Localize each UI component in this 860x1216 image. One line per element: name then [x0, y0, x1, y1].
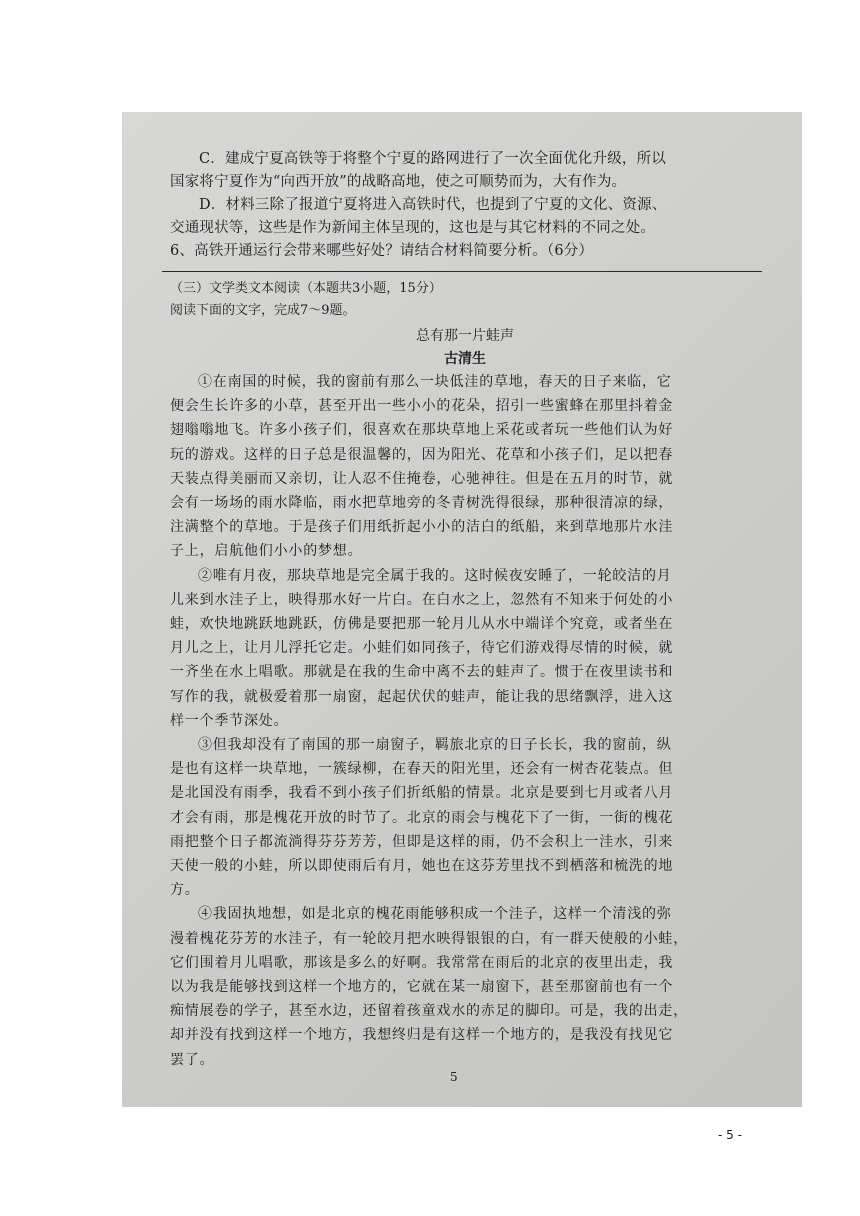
question-6: 6、高铁开通运行会带来哪些好处？请结合材料简要分析。（6分） [170, 243, 594, 259]
option-d-line2: 交通现状等，这些是作为新闻主体呈现的，这也是与其它材料的不同之处。 [170, 220, 656, 236]
paragraph-line: 儿来到水洼子上，映得那水好一片白。在白水之上，忽然有不知来于何处的小 [170, 591, 674, 608]
paragraph-line: 样一个季节深处。 [170, 712, 289, 729]
paragraph-line: 以为我是能够找到这样一个地方的，它就在某一扇窗下，甚至那窗前也有一个 [170, 979, 674, 996]
section-heading: （三）文学类文本阅读（本题共3小题，15分） [170, 281, 442, 296]
document-page-number: - 5 - [718, 1128, 742, 1142]
section-divider [162, 271, 762, 272]
passage-title: 总有那一片蛙声 [416, 328, 514, 344]
paragraph-line: 天装点得美丽而又亲切，让人忍不住掩卷，心驰神往。但是在五月的时节，就 [170, 470, 674, 487]
section-instruction: 阅读下面的文字，完成7～9题。 [170, 303, 356, 318]
paragraph-line: 玩的游戏。这样的日子总是很温馨的，因为阳光、花草和小孩子们，足以把春 [170, 446, 674, 463]
page-content [170, 148, 760, 1072]
paragraph-line: ③但我却没有了南国的那一扇窗子，羁旅北京的日子长长，我的窗前，纵 [198, 737, 672, 754]
paragraph-line: ②唯有月夜，那块草地是完全属于我的。这时候夜安睡了，一轮皎洁的月 [198, 567, 672, 584]
paragraph-line: 是北国没有雨季，我看不到小孩子们折纸船的情景。北京是要到七月或者八月 [170, 785, 674, 802]
option-c-line2: 国家将宁夏作为“向西开放”的战略高地，使之可顺势而为，大有作为。 [170, 174, 627, 190]
paragraph-line: ④我固执地想，如是北京的槐花雨能够积成一个洼子，这样一个清浅的弥 [198, 906, 672, 923]
paragraph-line: 罢了。 [170, 1051, 215, 1068]
paragraph-line: 漫着槐花芬芳的水洼子，有一轮皎月把水映得银银的白，有一群天使般的小蛙， [170, 930, 688, 947]
paragraph-line: 翅嗡嗡地飞。许多小孩子们，很喜欢在那块草地上采花或者玩一些他们认为好 [170, 422, 674, 439]
paragraph-line: 是也有这样一块草地，一簇绿柳，在春天的阳光里，还会有一树杏花装点。但 [170, 761, 674, 778]
paragraph-line: 便会生长许多的小草，甚至开出一些小小的花朵，招引一些蜜蜂在那里抖着金 [170, 398, 674, 415]
passage-body [170, 370, 760, 1072]
paragraph-line: ①在南国的时候，我的窗前有那么一块低洼的草地，春天的日子来临，它 [198, 374, 672, 390]
paragraph-line: 雨把整个日子都流淌得芬芬芳芳，但即是这样的雨，仍不会积上一洼水，引来 [170, 833, 674, 850]
paragraph-line: 写作的我，就极爱着那一扇窗，起起伏伏的蛙声，能让我的思绪飘浮，进入这 [170, 688, 674, 705]
paragraph-line: 月儿之上，让月儿浮托它走。小蛙们如同孩子，待它们游戏得尽情的时候，就 [170, 640, 674, 657]
paragraph-line: 却并没有找到这样一个地方，我想终归是有这样一个地方的，是我没有找见它 [170, 1027, 674, 1044]
option-c-line1: C．建成宁夏高铁等于将整个宁夏的路网进行了一次全面优化升级，所以 [199, 151, 666, 167]
paragraph-line: 天使一般的小蛙，所以即使雨后有月，她也在这芬芳里找不到栖落和梳洗的地 [170, 858, 674, 875]
option-d-line1: D．材料三除了报道宁夏将进入高铁时代，也提到了宁夏的文化、资源、 [199, 197, 667, 213]
paragraph-line: 痴情展卷的学子，甚至水边，还留着孩童戏水的赤足的脚印。可是，我的出走， [170, 1003, 688, 1020]
paragraph-line: 蛙，欢快地跳跃地跳跃，仿佛是要把那一轮月儿从水中端详个究竟，或者坐在 [170, 616, 674, 633]
paragraph-line: 一齐坐在水上唱歌。那就是在我的生命中离不去的蛙声了。惯于在夜里读书和 [170, 664, 674, 681]
paragraph-line: 它们围着月儿唱歌，那该是多么的好啊。我常常在雨后的北京的夜里出走，我 [170, 954, 674, 971]
paragraph-line: 才会有雨，那是槐花开放的时节了。北京的雨会与槐花下了一街，一街的槐花 [170, 809, 674, 826]
photo-page-number: 5 [450, 1070, 458, 1084]
passage-author: 古清生 [444, 351, 486, 367]
paragraph-line: 会有一场场的雨水降临，雨水把草地旁的冬青树洗得很绿，那种很清凉的绿， [170, 495, 674, 512]
scanned-page-photo [122, 112, 802, 1107]
paragraph-line: 方。 [170, 882, 200, 899]
paragraph-line: 注满整个的草地。于是孩子们用纸折起小小的洁白的纸船，来到草地那片水洼 [170, 519, 674, 536]
paragraph-line: 子上，启航他们小小的梦想。 [170, 543, 363, 560]
